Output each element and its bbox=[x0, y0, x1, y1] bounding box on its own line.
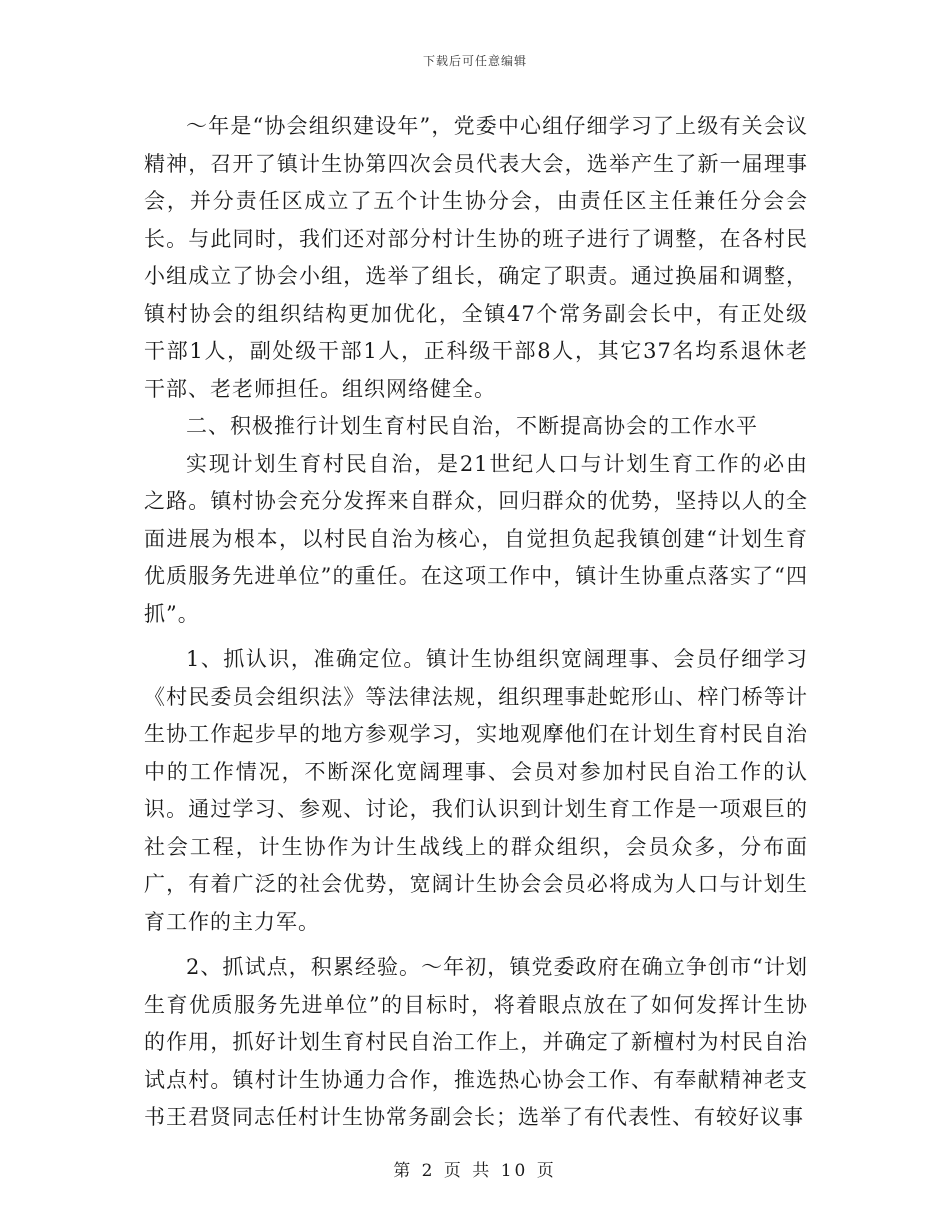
page-header: 下载后可任意编辑 bbox=[422, 54, 527, 68]
paragraph-association-year: ～年是“协会组织建设年”，党委中心组仔细学习了上级有关会议精神，召开了镇计生协第四次会员代表大会，选举产生了新一届理事会，并分责任区成立了五个计生协分会，由责任区主任兼任分会会长。与此同时，我们还对部分村计生协的班子进行了调整，在各村民小组成立了协会小组，选举了组长，确定了职责。通过换届和调整，镇村协会的组织结构更加优化，全镇47个常务副会长中，有正处级干部1人，副处级干部1人，正科级干部8人，其它37名均系退休老干部、老老师担任。组织网络健全。 bbox=[144, 114, 808, 401]
document-body bbox=[144, 108, 808, 1137]
page-footer: 第 2 页 共 10 页 bbox=[393, 1161, 557, 1181]
section-heading-two: 二、积极推行计划生育村民自治，不断提高协会的工作水平 bbox=[186, 414, 758, 438]
paragraph-point-one: 1、抓认识，准确定位。镇计生协组织宽阔理事、会员仔细学习《村民委员会组织法》等法律法规，组织理事赴蛇形山、梓门桥等计生协工作起步早的地方参观学习，实地观摩他们在计划生育村民自治中的工作情况，不断深化宽阔理事、会员对参加村民自治工作的认识。通过学习、参观、讨论，我们认识到计划生育工作是一项艰巨的社会工程，计生协作为计生战线上的群众组织，会员众多，分布面广，有着广泛的社会优势，宽阔计生协会会员必将成为人口与计划生育工作的主力军。 bbox=[144, 647, 808, 934]
paragraph-point-two: 2、抓试点，积累经验。～年初，镇党委政府在确立争创市“计划生育优质服务先进单位”的目标时，将着眼点放在了如何发挥计生协的作用，抓好计划生育村民自治工作上，并确定了新檀村为村民自治试点村。镇村计生协通力合作，推选热心协会工作、有奉献精神老支书王君贤同志任村计生协常务副会长；选举了有代表性、有较好议事 bbox=[144, 955, 808, 1129]
paragraph-villager-autonomy: 实现计划生育村民自治，是21世纪人口与计划生育工作的必由之路。镇村协会充分发挥来自群众，回归群众的优势，坚持以人的全面进展为根本，以村民自治为核心，自觉担负起我镇创建“计划生育优质服务先进单位”的重任。在这项工作中，镇计生协重点落实了“四抓”。 bbox=[144, 451, 808, 626]
